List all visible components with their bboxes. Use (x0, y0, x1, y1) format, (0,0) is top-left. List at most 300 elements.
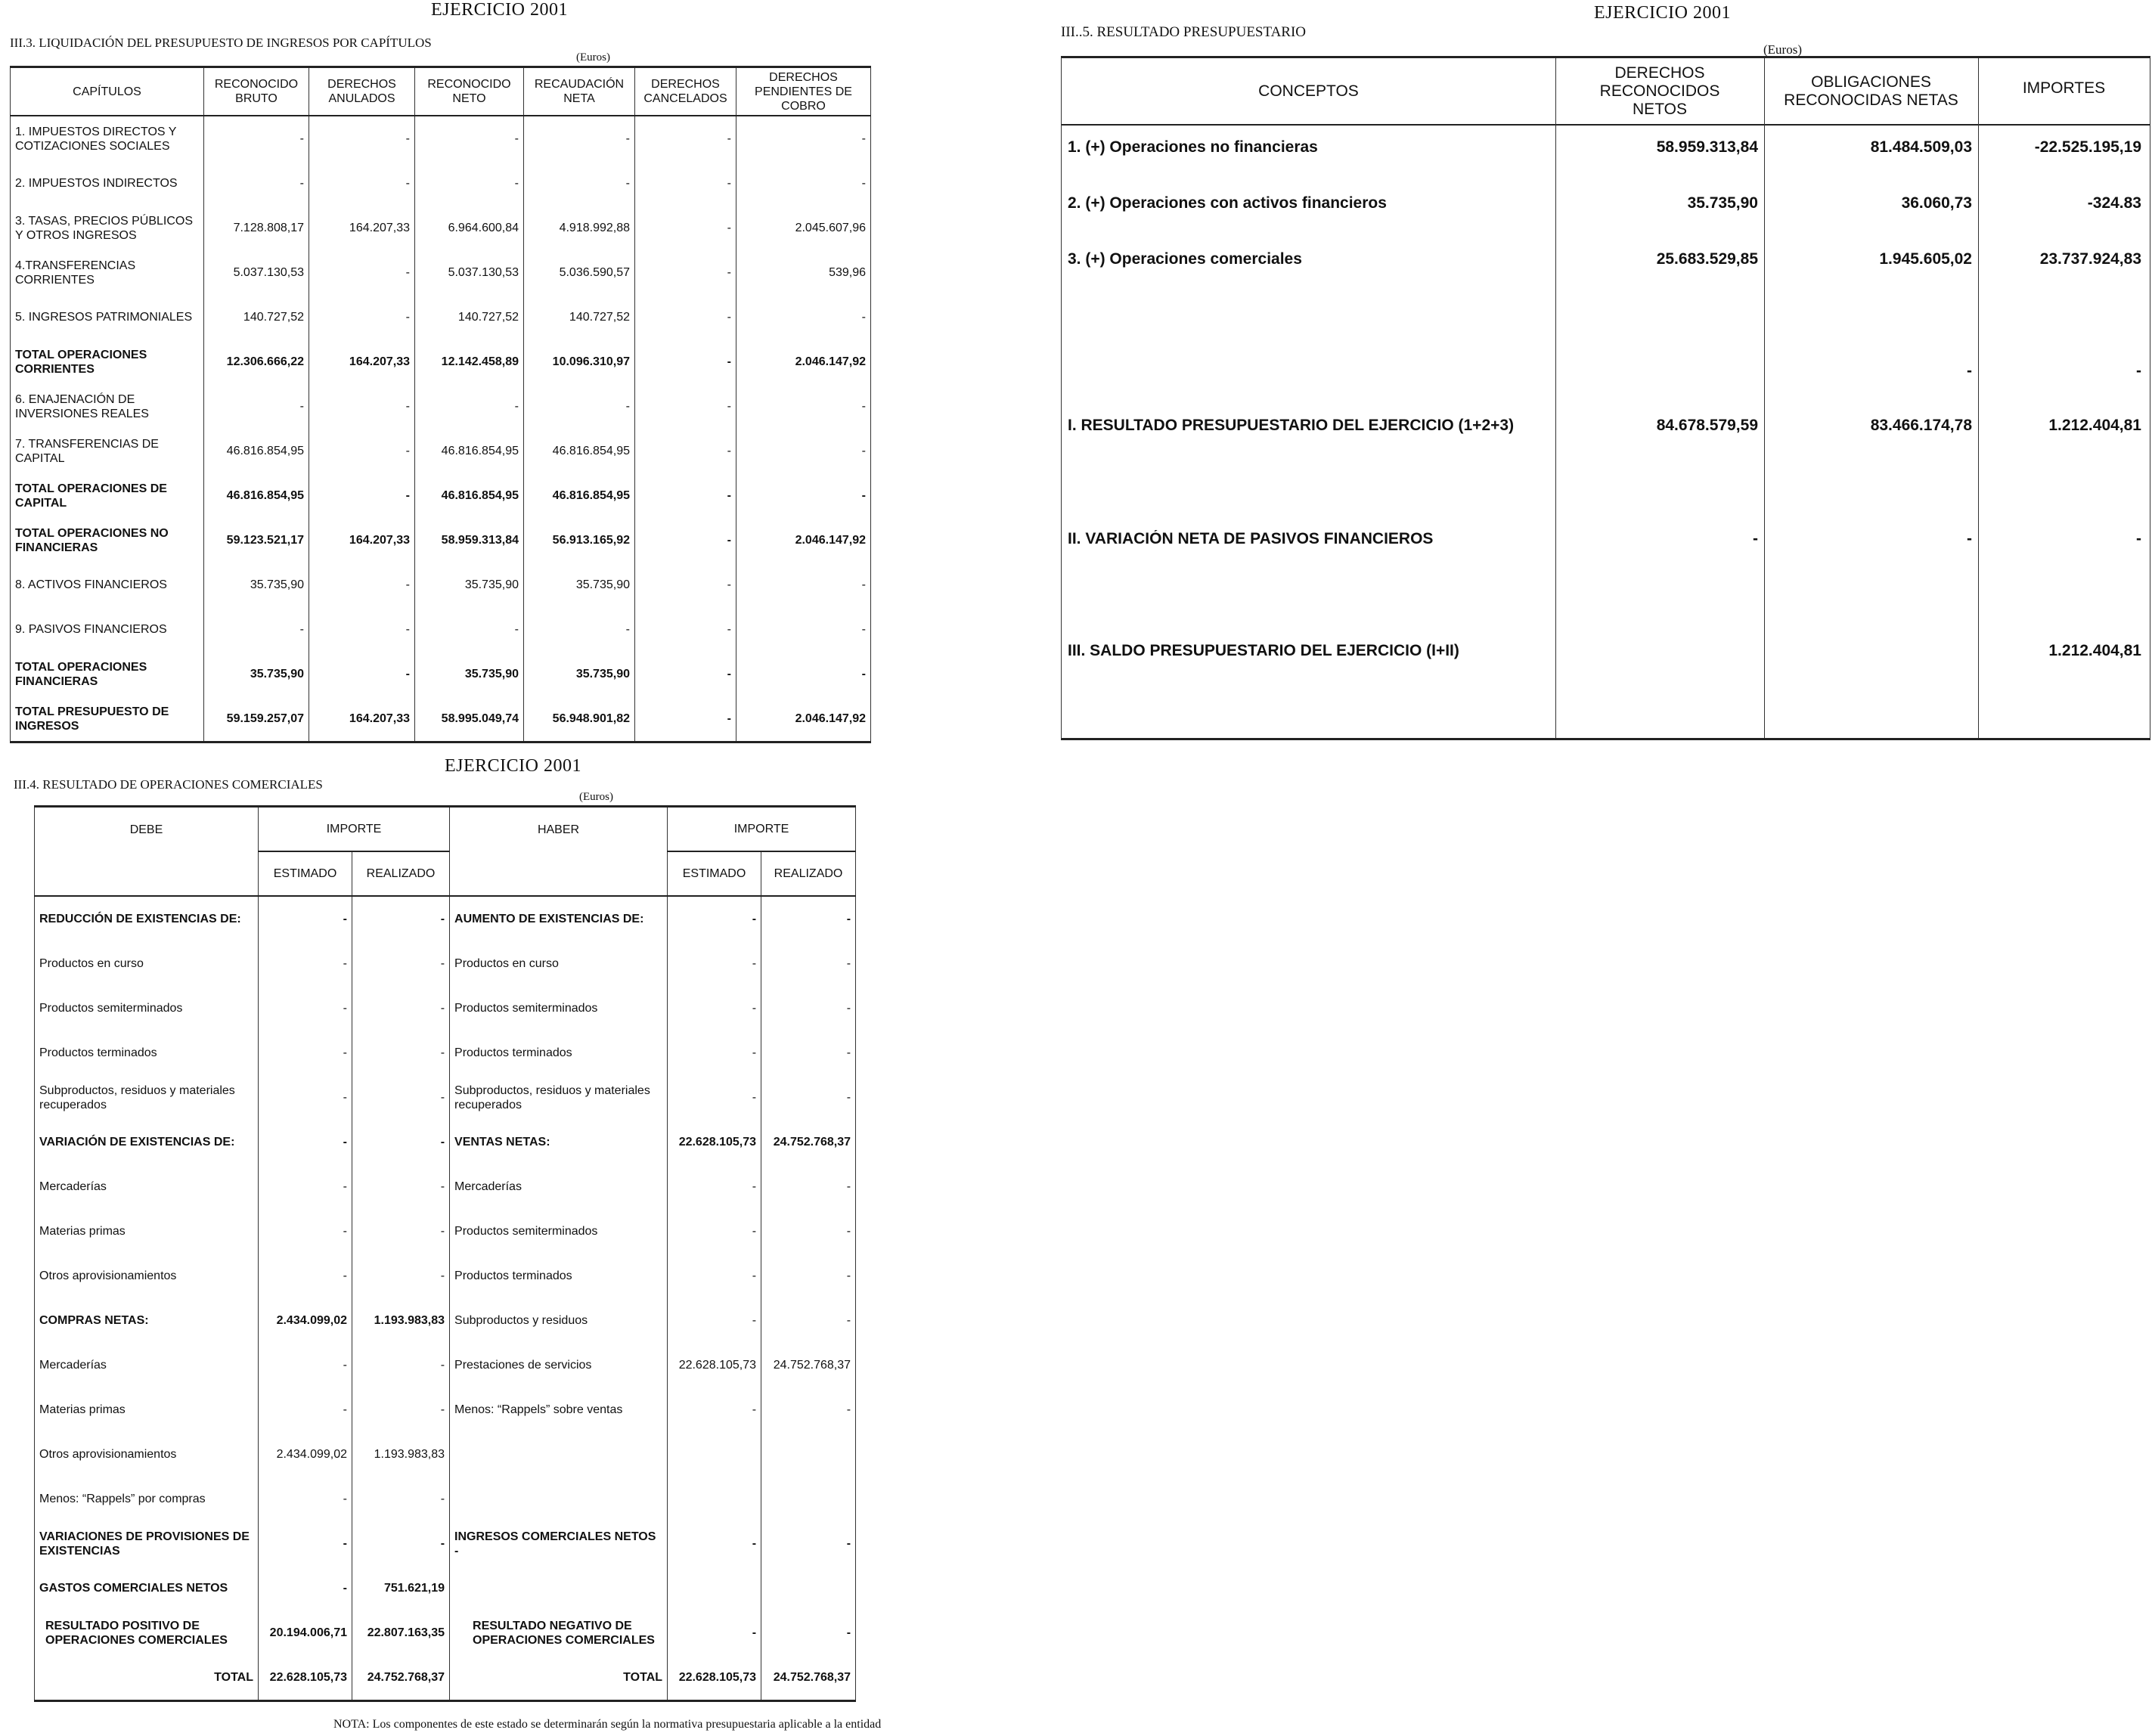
cell-value: 140.727,52 (415, 295, 524, 339)
cell-value: 84.678.579,59 (1656, 417, 1758, 434)
table-row (35, 1655, 856, 1701)
cell-value: 46.816.854,95 (204, 429, 309, 473)
cell-value: - (524, 161, 635, 206)
cell-value: 4.918.992,88 (524, 206, 635, 250)
haber-realizado-value: 24.752.768,37 (761, 1655, 856, 1701)
haber-importe-header: IMPORTE (668, 807, 856, 852)
t4-section-title: III.4. RESULTADO DE OPERACIONES COMERCIALES (14, 777, 323, 792)
debe-estimado-value: - (259, 1209, 352, 1254)
t3-column-header: DERECHOS ANULADOS (309, 67, 415, 116)
cell-value: - (309, 384, 415, 429)
haber-label: Subproductos, residuos y materiales recuperados (450, 1075, 668, 1120)
t3-year-title: EJERCICIO 2001 (431, 0, 568, 20)
t3-section-title: III.3. LIQUIDACIÓN DEL PRESUPUESTO DE INGRESOS POR CAPÍTULOS (10, 36, 432, 50)
cell-value: 35.735,90 (204, 652, 309, 696)
debe-estimado-header: ESTIMADO (259, 851, 352, 896)
t3-column-header: DERECHOS PENDIENTES DE COBRO (736, 67, 871, 116)
debe-estimado-value: - (259, 1254, 352, 1298)
debe-label: Mercaderías (35, 1343, 259, 1387)
table-row (11, 563, 871, 607)
cell-value: - (736, 607, 871, 652)
cell-value: - (415, 161, 524, 206)
cell-value: - (635, 607, 736, 652)
cell-value: 58.959.313,84 (1656, 138, 1758, 156)
cell-value: - (635, 563, 736, 607)
cell-value: 25.683.529,85 (1656, 250, 1758, 268)
table-row (1062, 642, 2150, 665)
table-row (35, 986, 856, 1031)
t5-header-derechos: DERECHOS RECONOCIDOS NETOS (1599, 64, 1720, 118)
row-label: 9. PASIVOS FINANCIEROS (11, 607, 204, 652)
cell-value: - (204, 384, 309, 429)
haber-estimado-value (668, 1477, 761, 1521)
debe-estimado-value: - (259, 1343, 352, 1387)
haber-label: Productos terminados (450, 1254, 668, 1298)
ingresos-capitulos-table (10, 66, 871, 743)
debe-label: Menos: “Rappels” por compras (35, 1477, 259, 1521)
cell-value: - (635, 384, 736, 429)
haber-label: Menos: “Rappels” sobre ventas (450, 1387, 668, 1432)
concepto-label: 2. (+) Operaciones con activos financieros (1068, 194, 1387, 212)
debe-realizado-value: - (352, 1164, 450, 1209)
haber-label: TOTAL (450, 1655, 668, 1701)
haber-estimado-value: 22.628.105,73 (668, 1343, 761, 1387)
table-row (35, 1343, 856, 1387)
cell-value: - (415, 384, 524, 429)
operaciones-comerciales-table (34, 805, 856, 1702)
haber-label (450, 1477, 668, 1521)
debe-realizado-value: - (352, 1254, 450, 1298)
debe-estimado-value: - (259, 986, 352, 1031)
cell-value: 35.735,90 (524, 652, 635, 696)
haber-realizado-header: REALIZADO (761, 851, 856, 896)
debe-header: DEBE (35, 807, 259, 897)
cell-value: 23.737.924,83 (2039, 250, 2141, 268)
haber-realizado-value: - (761, 1031, 856, 1075)
debe-realizado-value: - (352, 1477, 450, 1521)
haber-realizado-value: - (761, 1387, 856, 1432)
row-label: TOTAL OPERACIONES CORRIENTES (11, 339, 204, 384)
haber-label: RESULTADO NEGATIVO DE OPERACIONES COMERCIALES (450, 1610, 668, 1655)
row-label: TOTAL PRESUPUESTO DE INGRESOS (11, 696, 204, 742)
t3-currency: (Euros) (576, 51, 610, 64)
debe-label: Productos semiterminados (35, 986, 259, 1031)
cell-value: - (635, 652, 736, 696)
haber-estimado-value: - (668, 896, 761, 941)
cell-value: - (524, 607, 635, 652)
cell-value: - (524, 384, 635, 429)
cell-value: - (635, 518, 736, 563)
cell-value: 46.816.854,95 (524, 473, 635, 518)
cell-value: 83.466.174,78 (1870, 417, 1972, 434)
t3-column-header: RECONOCIDO BRUTO (204, 67, 309, 116)
debe-realizado-value: 22.807.163,35 (352, 1610, 450, 1655)
debe-label: VARIACIONES DE PROVISIONES DE EXISTENCIAS (35, 1521, 259, 1566)
debe-label: Materias primas (35, 1209, 259, 1254)
cell-value: - (736, 652, 871, 696)
table-row (35, 896, 856, 941)
haber-label (450, 1432, 668, 1477)
table-row (35, 1209, 856, 1254)
cell-value: - (309, 652, 415, 696)
row-label: TOTAL OPERACIONES FINANCIERAS (11, 652, 204, 696)
debe-label: Productos terminados (35, 1031, 259, 1075)
table-row (1062, 530, 2150, 553)
t5-header-obligaciones: OBLIGACIONES RECONOCIDAS NETAS (1784, 73, 1958, 109)
haber-estimado-value: - (668, 1031, 761, 1075)
haber-realizado-value: - (761, 1209, 856, 1254)
haber-realizado-value (761, 1432, 856, 1477)
debe-estimado-value: - (259, 1031, 352, 1075)
debe-realizado-value: 1.193.983,83 (352, 1298, 450, 1343)
debe-realizado-value: - (352, 1387, 450, 1432)
t5-header-conceptos: CONCEPTOS (1258, 82, 1359, 100)
t3-column-header: RECONOCIDO NETO (415, 67, 524, 116)
cell-value: - (2136, 362, 2141, 380)
cell-value: 2.046.147,92 (736, 696, 871, 742)
t3-column-header: CAPÍTULOS (11, 67, 204, 116)
table-row (1062, 138, 2150, 161)
cell-value: - (736, 295, 871, 339)
debe-label: Otros aprovisionamientos (35, 1432, 259, 1477)
haber-estimado-value: 22.628.105,73 (668, 1655, 761, 1701)
debe-realizado-value: 751.621,19 (352, 1566, 450, 1610)
table-row (35, 1432, 856, 1477)
concepto-label: 3. (+) Operaciones comerciales (1068, 250, 1302, 268)
haber-estimado-value: - (668, 1387, 761, 1432)
table-row (35, 1031, 856, 1075)
cell-value: 10.096.310,97 (524, 339, 635, 384)
cell-value: - (635, 295, 736, 339)
table-row (35, 1120, 856, 1164)
debe-estimado-value: 20.194.006,71 (259, 1610, 352, 1655)
t5-year-title: EJERCICIO 2001 (1594, 3, 1731, 23)
cell-value: 35.735,90 (415, 652, 524, 696)
concepto-label: I. RESULTADO PRESUPUESTARIO DEL EJERCICIO (1+2+3) (1068, 417, 1515, 434)
table-row (35, 941, 856, 986)
haber-realizado-value (761, 1477, 856, 1521)
haber-estimado-value: - (668, 1298, 761, 1343)
haber-realizado-value: - (761, 1164, 856, 1209)
row-label: 3. TASAS, PRECIOS PÚBLICOS Y OTROS INGRESOS (11, 206, 204, 250)
row-label: TOTAL OPERACIONES DE CAPITAL (11, 473, 204, 518)
haber-realizado-value: - (761, 986, 856, 1031)
table-row (11, 339, 871, 384)
haber-realizado-value: 24.752.768,37 (761, 1120, 856, 1164)
table-row (35, 1521, 856, 1566)
cell-value: 5.036.590,57 (524, 250, 635, 295)
cell-value: - (1753, 530, 1758, 547)
cell-value: - (1967, 530, 1972, 547)
haber-estimado-value: - (668, 1610, 761, 1655)
table-row (11, 652, 871, 696)
table-row (11, 161, 871, 206)
table-row (1062, 250, 2150, 273)
debe-estimado-value: - (259, 1387, 352, 1432)
debe-label: RESULTADO POSITIVO DE OPERACIONES COMERCIALES (35, 1610, 259, 1655)
cell-value: 2.046.147,92 (736, 339, 871, 384)
t5-section-title: III..5. RESULTADO PRESUPUESTARIO (1061, 24, 1307, 40)
cell-value: 35.735,90 (524, 563, 635, 607)
cell-value: -22.525.195,19 (2034, 138, 2141, 156)
haber-label: Prestaciones de servicios (450, 1343, 668, 1387)
t4-currency: (Euros) (579, 791, 613, 803)
cell-value: 56.913.165,92 (524, 518, 635, 563)
debe-label: TOTAL (35, 1655, 259, 1701)
cell-value: 164.207,33 (309, 339, 415, 384)
t5-header-row (1062, 58, 2150, 126)
cell-value: 164.207,33 (309, 518, 415, 563)
table-row (35, 1610, 856, 1655)
cell-value: 58.995.049,74 (415, 696, 524, 742)
t3-column-header: RECAUDACIÓN NETA (524, 67, 635, 116)
haber-realizado-value: 24.752.768,37 (761, 1343, 856, 1387)
cell-value: - (204, 607, 309, 652)
haber-label: VENTAS NETAS: (450, 1120, 668, 1164)
haber-estimado-value: - (668, 986, 761, 1031)
cell-value: 35.735,90 (415, 563, 524, 607)
haber-estimado-value: 22.628.105,73 (668, 1120, 761, 1164)
haber-realizado-value: - (761, 1075, 856, 1120)
cell-value: 2.046.147,92 (736, 518, 871, 563)
cell-value: 12.142.458,89 (415, 339, 524, 384)
table-row (11, 206, 871, 250)
cell-value: 140.727,52 (524, 295, 635, 339)
debe-estimado-value: - (259, 1120, 352, 1164)
cell-value: 1.212.404,81 (2048, 417, 2141, 434)
cell-value: 6.964.600,84 (415, 206, 524, 250)
debe-realizado-value: - (352, 1521, 450, 1566)
haber-estimado-header: ESTIMADO (668, 851, 761, 896)
debe-realizado-value: - (352, 986, 450, 1031)
haber-realizado-value: - (761, 941, 856, 986)
haber-estimado-value (668, 1566, 761, 1610)
row-label: 7. TRANSFERENCIAS DE CAPITAL (11, 429, 204, 473)
cell-value: - (1967, 362, 1972, 380)
row-label: 8. ACTIVOS FINANCIEROS (11, 563, 204, 607)
debe-importe-header: IMPORTE (259, 807, 450, 852)
resultado-presupuestario-table (1061, 56, 2150, 740)
cell-value: 12.306.666,22 (204, 339, 309, 384)
cell-value: 46.816.854,95 (204, 473, 309, 518)
haber-header: HABER (450, 807, 668, 897)
table-row (11, 518, 871, 563)
cell-value: 56.948.901,82 (524, 696, 635, 742)
row-label: 1. IMPUESTOS DIRECTOS Y COTIZACIONES SOCIALES (11, 116, 204, 161)
debe-estimado-value: - (259, 1477, 352, 1521)
cell-value: - (736, 161, 871, 206)
table-row (11, 116, 871, 161)
cell-value: - (635, 206, 736, 250)
row-label: 2. IMPUESTOS INDIRECTOS (11, 161, 204, 206)
cell-value: 164.207,33 (309, 206, 415, 250)
debe-realizado-value: 24.752.768,37 (352, 1655, 450, 1701)
debe-label: Materias primas (35, 1387, 259, 1432)
table-row (35, 1387, 856, 1432)
t5-currency: (Euros) (1763, 42, 1802, 57)
cell-value: - (309, 295, 415, 339)
cell-value: 59.159.257,07 (204, 696, 309, 742)
debe-estimado-value: 2.434.099,02 (259, 1432, 352, 1477)
cell-value: - (635, 339, 736, 384)
concepto-label: II. VARIACIÓN NETA DE PASIVOS FINANCIEROS (1068, 530, 1434, 547)
debe-label: VARIACIÓN DE EXISTENCIAS DE: (35, 1120, 259, 1164)
haber-realizado-value: - (761, 896, 856, 941)
cell-value: 1.945.605,02 (1879, 250, 1972, 268)
cell-value: 7.128.808,17 (204, 206, 309, 250)
haber-label: AUMENTO DE EXISTENCIAS DE: (450, 896, 668, 941)
cell-value: 140.727,52 (204, 295, 309, 339)
debe-label: REDUCCIÓN DE EXISTENCIAS DE: (35, 896, 259, 941)
table-row (1062, 194, 2150, 217)
debe-realizado-value: - (352, 896, 450, 941)
table-row (11, 384, 871, 429)
cell-value: - (204, 161, 309, 206)
cell-value: -324.83 (2087, 194, 2141, 212)
cell-value: - (2136, 530, 2141, 547)
haber-realizado-value: - (761, 1610, 856, 1655)
cell-value: - (736, 116, 871, 161)
haber-label: INGRESOS COMERCIALES NETOS - (450, 1521, 668, 1566)
haber-label: Productos semiterminados (450, 986, 668, 1031)
debe-realizado-value: - (352, 941, 450, 986)
debe-estimado-value: - (259, 1164, 352, 1209)
row-label: TOTAL OPERACIONES NO FINANCIERAS (11, 518, 204, 563)
cell-value: - (635, 429, 736, 473)
cell-value: - (309, 563, 415, 607)
debe-estimado-value: - (259, 1521, 352, 1566)
cell-value: - (635, 696, 736, 742)
cell-value: - (309, 250, 415, 295)
debe-realizado-value: - (352, 1120, 450, 1164)
cell-value: - (736, 384, 871, 429)
haber-label (450, 1566, 668, 1610)
t4-year-title: EJERCICIO 2001 (445, 756, 581, 776)
haber-estimado-value (668, 1432, 761, 1477)
cell-value: - (309, 473, 415, 518)
table-row (11, 250, 871, 295)
debe-label: Productos en curso (35, 941, 259, 986)
cell-value: - (736, 563, 871, 607)
haber-label: Subproductos y residuos (450, 1298, 668, 1343)
cell-value: - (524, 116, 635, 161)
table-row (11, 295, 871, 339)
nota-footnote: NOTA: Los componentes de este estado se determinarán según la normativa presupuestaria aplicable a la entidad (333, 1718, 882, 1731)
t3-header-row (11, 67, 871, 116)
debe-label: Subproductos, residuos y materiales recuperados (35, 1075, 259, 1120)
cell-value: - (309, 116, 415, 161)
table-row (1062, 362, 2150, 385)
debe-estimado-value: 2.434.099,02 (259, 1298, 352, 1343)
cell-value: - (736, 473, 871, 518)
table-row (11, 429, 871, 473)
table-row (35, 1298, 856, 1343)
debe-estimado-value: 22.628.105,73 (259, 1655, 352, 1701)
t5-header-importes: IMPORTES (2022, 79, 2106, 97)
debe-realizado-value: - (352, 1075, 450, 1120)
table-row (11, 473, 871, 518)
cell-value: - (415, 116, 524, 161)
haber-estimado-value: - (668, 1209, 761, 1254)
haber-estimado-value: - (668, 1164, 761, 1209)
haber-estimado-value: - (668, 1254, 761, 1298)
cell-value: - (635, 161, 736, 206)
row-label: 6. ENAJENACIÓN DE INVERSIONES REALES (11, 384, 204, 429)
haber-realizado-value (761, 1566, 856, 1610)
haber-label: Productos semiterminados (450, 1209, 668, 1254)
debe-label: Otros aprovisionamientos (35, 1254, 259, 1298)
debe-label: GASTOS COMERCIALES NETOS (35, 1566, 259, 1610)
table-row (35, 1164, 856, 1209)
table-row (35, 1566, 856, 1610)
row-label: 5. INGRESOS PATRIMONIALES (11, 295, 204, 339)
cell-value: 5.037.130,53 (204, 250, 309, 295)
cell-value: 5.037.130,53 (415, 250, 524, 295)
cell-value: - (635, 250, 736, 295)
cell-value: 36.060,73 (1901, 194, 1972, 212)
t3-column-header: DERECHOS CANCELADOS (635, 67, 736, 116)
cell-value: - (309, 607, 415, 652)
haber-label: Mercaderías (450, 1164, 668, 1209)
cell-value: 46.816.854,95 (415, 429, 524, 473)
debe-estimado-value: - (259, 1566, 352, 1610)
debe-realizado-header: REALIZADO (352, 851, 450, 896)
cell-value: - (309, 161, 415, 206)
debe-estimado-value: - (259, 1075, 352, 1120)
concepto-label: 1. (+) Operaciones no financieras (1068, 138, 1318, 156)
table-row (35, 1254, 856, 1298)
cell-value: - (635, 473, 736, 518)
table-row (11, 607, 871, 652)
debe-label: COMPRAS NETAS: (35, 1298, 259, 1343)
table-row (11, 696, 871, 742)
haber-estimado-value: - (668, 1075, 761, 1120)
cell-value: 35.735,90 (1687, 194, 1758, 212)
concepto-label: III. SALDO PRESUPUESTARIO DEL EJERCICIO (I+II) (1068, 642, 1459, 659)
table-row (35, 1075, 856, 1120)
haber-estimado-value: - (668, 941, 761, 986)
table-row (1062, 417, 2150, 439)
cell-value: - (635, 116, 736, 161)
cell-value: - (415, 607, 524, 652)
haber-estimado-value: - (668, 1521, 761, 1566)
haber-realizado-value: - (761, 1254, 856, 1298)
debe-label: Mercaderías (35, 1164, 259, 1209)
debe-realizado-value: - (352, 1209, 450, 1254)
haber-label: Productos en curso (450, 941, 668, 986)
cell-value: 539,96 (736, 250, 871, 295)
haber-label: Productos terminados (450, 1031, 668, 1075)
cell-value: 1.212.404,81 (2048, 642, 2141, 659)
haber-realizado-value: - (761, 1521, 856, 1566)
cell-value: 46.816.854,95 (415, 473, 524, 518)
cell-value: 59.123.521,17 (204, 518, 309, 563)
cell-value: 46.816.854,95 (524, 429, 635, 473)
debe-realizado-value: 1.193.983,83 (352, 1432, 450, 1477)
debe-realizado-value: - (352, 1031, 450, 1075)
debe-realizado-value: - (352, 1343, 450, 1387)
haber-realizado-value: - (761, 1298, 856, 1343)
debe-estimado-value: - (259, 941, 352, 986)
cell-value: 164.207,33 (309, 696, 415, 742)
row-label: 4.TRANSFERENCIAS CORRIENTES (11, 250, 204, 295)
cell-value: 35.735,90 (204, 563, 309, 607)
cell-value: 58.959.313,84 (415, 518, 524, 563)
cell-value: 2.045.607,96 (736, 206, 871, 250)
cell-value: - (204, 116, 309, 161)
debe-estimado-value: - (259, 896, 352, 941)
cell-value: - (309, 429, 415, 473)
